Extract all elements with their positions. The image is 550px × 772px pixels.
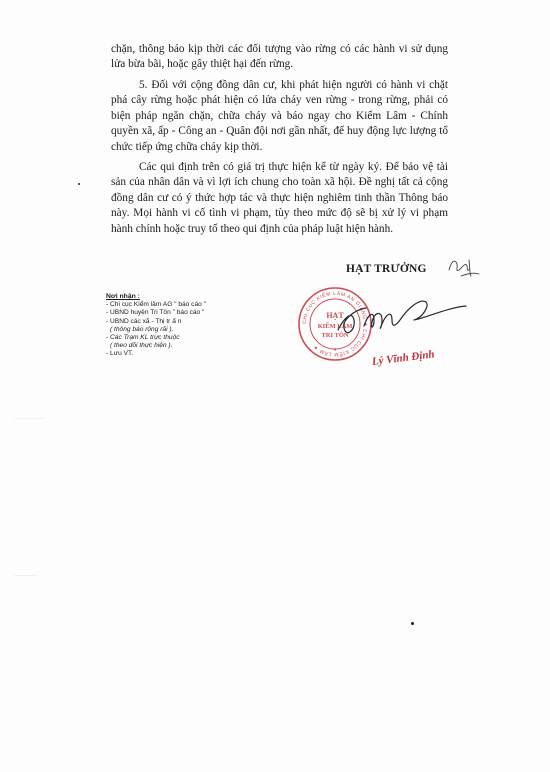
svg-text:TRI TÔN: TRI TÔN [321, 332, 349, 339]
initials-mark [443, 252, 483, 282]
scan-speck [411, 622, 414, 625]
body-paragraph-2: 5. Đối với cộng đồng dân cư, khi phát hiện người có hành vi chặt phá cây rừng hoặc phát hiện có lửa cháy ven rừng - trong rừng, phải có biện pháp ngăn chặn, chữa cháy và báo ngay cho Kiểm Lâm - Chính quyền xã, ấp - Công an - Quân đội nơi gần nhất, để huy động lực lượng tổ chức tiếp ứng chữa cháy kịp thời. [111, 79, 448, 153]
recipient-item: - UBND các xã - Thị tr ấ n [106, 317, 182, 325]
signer-title: HẠT TRƯỞNG [346, 263, 427, 275]
recipient-note: ( thông báo rộng rãi ). [110, 325, 174, 333]
signer-name: Lý Vĩnh Định [371, 348, 436, 368]
recipient-item: - Chi cục Kiểm lâm AG " báo cáo " [106, 301, 206, 309]
handwritten-signature [330, 280, 480, 350]
recipient-item: - Lưu VT. [106, 350, 134, 358]
recipients-heading: Nơi nhận : [106, 293, 140, 300]
svg-text:★: ★ [332, 347, 338, 353]
svg-text:CHI CỤC KIỂM LÂM AN GIANG ★ CH: CHI CỤC KIỂM LÂM AN GIANG ★ CHI CỤC KIỂM LÂM ★ [301, 290, 369, 358]
scan-artifact [14, 575, 38, 576]
svg-text:KIỂM LÂM: KIỂM LÂM [317, 323, 353, 330]
recipient-item: - UBND huyện Tri Tôn " báo cáo " [106, 309, 205, 317]
svg-text:HẠT: HẠT [326, 311, 344, 320]
body-paragraph-1: chặn, thông báo kịp thời các đối tượng vào rừng có các hành vi sử dụng lửa bừa bãi, hoặc gây thiệt hại đến rừng. [111, 43, 448, 71]
body-paragraph-3: Các qui định trên có giá trị thực hiện kể từ ngày ký. Để bảo vệ tài sản của nhân dân và vì lợi ích chung cho toàn xã hội. Đề nghị tất cả cộng đồng dân cư có ý thức hợp tác và thực hiện nghiêm tinh thần Thông báo này. Mọi hành vi cố tình vi phạm, tùy theo mức độ sẽ bị xử lý vi phạm hành chính hoặc truy tố theo qui định của pháp luật hiện hành. [111, 161, 448, 235]
recipient-item: - Các Trạm KL trực thuộc [106, 334, 180, 342]
recipient-note: ( theo dõi thực hiện ). [110, 342, 173, 350]
scan-speck [78, 183, 80, 185]
scan-artifact [14, 418, 44, 419]
recipients-list [106, 293, 266, 359]
